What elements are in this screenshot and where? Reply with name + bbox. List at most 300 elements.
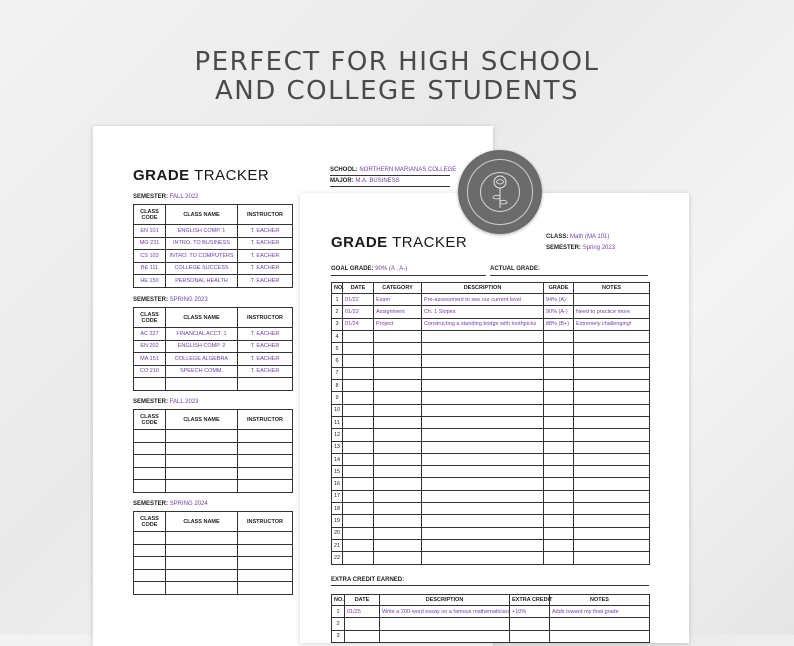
column-header: NOTES xyxy=(550,595,650,606)
class-name-cell xyxy=(166,557,238,570)
row-number: 21 xyxy=(332,539,343,551)
class-code-cell xyxy=(134,557,166,570)
row-number: 4 xyxy=(332,330,343,342)
notes-cell xyxy=(574,552,650,564)
row-number: 18 xyxy=(332,503,343,515)
table-row xyxy=(332,539,650,551)
instructor-cell xyxy=(238,378,293,391)
notes-cell xyxy=(550,630,650,642)
instructor-cell: T. EACHER xyxy=(238,328,293,341)
major-field: MAJOR: M.A. BUSINESS xyxy=(330,178,400,184)
category-cell xyxy=(374,392,422,404)
table-row xyxy=(332,466,650,478)
table-row xyxy=(134,480,293,493)
description-cell xyxy=(422,380,544,392)
category-cell: Exam xyxy=(374,294,422,306)
table-row xyxy=(134,582,293,595)
column-header: CATEGORY xyxy=(374,283,422,294)
semester-table xyxy=(133,511,293,595)
grade-cell xyxy=(544,380,574,392)
category-cell xyxy=(374,355,422,367)
table-row xyxy=(134,442,293,455)
description-cell xyxy=(422,355,544,367)
table-row xyxy=(332,392,650,404)
category-cell xyxy=(374,453,422,465)
class-name-cell: FINANCIAL ACCT. 1 xyxy=(166,328,238,341)
category-cell xyxy=(374,429,422,441)
row-number: 5 xyxy=(332,343,343,355)
column-header: NO. xyxy=(332,283,343,294)
notes-cell xyxy=(574,539,650,551)
table-row xyxy=(332,355,650,367)
actual-grade-field: ACTUAL GRADE: xyxy=(490,266,540,272)
class-name-cell xyxy=(166,582,238,595)
table-row xyxy=(332,404,650,416)
class-name-cell: COLLEGE SUCCESS xyxy=(166,262,238,275)
major-underline xyxy=(330,186,450,187)
class-name-cell: INTRO. TO BUSINESS xyxy=(166,237,238,250)
extra-credit-cell: +10% xyxy=(510,606,550,618)
table-row xyxy=(332,306,650,318)
instructor-cell: T. EACHER xyxy=(238,225,293,238)
category-cell xyxy=(374,515,422,527)
grade-cell xyxy=(544,490,574,502)
table-row xyxy=(134,544,293,557)
class-code-cell xyxy=(134,582,166,595)
row-number: 13 xyxy=(332,441,343,453)
column-header: CLASS NAME xyxy=(166,410,238,430)
instructor-cell: T. EACHER xyxy=(238,275,293,288)
table-row xyxy=(332,294,650,306)
column-header: DATE xyxy=(345,595,380,606)
class-code-cell xyxy=(134,378,166,391)
category-cell xyxy=(374,490,422,502)
notes-cell: Extremely challenging! xyxy=(574,318,650,330)
description-cell xyxy=(422,490,544,502)
column-header: INSTRUCTOR xyxy=(238,308,293,328)
date-cell xyxy=(343,392,374,404)
category-cell xyxy=(374,527,422,539)
table-row xyxy=(332,527,650,539)
row-number: 1 xyxy=(332,294,343,306)
left-sheet-title: GRADE TRACKER xyxy=(133,167,270,184)
right-tracker-sheet xyxy=(300,193,689,643)
column-header: INSTRUCTOR xyxy=(238,410,293,430)
table-row xyxy=(134,557,293,570)
instructor-cell xyxy=(238,442,293,455)
class-name-cell xyxy=(166,430,238,443)
notes-cell: Adds toward my final grade xyxy=(550,606,650,618)
date-cell xyxy=(343,380,374,392)
description-cell xyxy=(422,404,544,416)
description-cell xyxy=(422,503,544,515)
semester-label: SEMESTER: SPRING 2023 xyxy=(133,297,208,303)
notes-cell xyxy=(574,478,650,490)
description-cell xyxy=(422,527,544,539)
instructor-cell: T. EACHER xyxy=(238,353,293,366)
semester-table xyxy=(133,307,293,391)
class-name-cell xyxy=(166,532,238,545)
table-row xyxy=(134,225,293,238)
row-number: 14 xyxy=(332,453,343,465)
class-name-cell xyxy=(166,569,238,582)
notes-cell xyxy=(550,618,650,630)
notes-cell xyxy=(574,490,650,502)
instructor-cell: T. EACHER xyxy=(238,340,293,353)
table-row xyxy=(332,552,650,564)
category-cell xyxy=(374,478,422,490)
column-header: INSTRUCTOR xyxy=(238,512,293,532)
description-cell: Write a 200-word essay on a famous mathematician xyxy=(380,606,510,618)
instructor-cell: T. EACHER xyxy=(238,237,293,250)
instructor-cell xyxy=(238,557,293,570)
class-name-cell xyxy=(166,544,238,557)
table-row xyxy=(134,340,293,353)
class-name-cell xyxy=(166,480,238,493)
grade-cell xyxy=(544,429,574,441)
grade-cell xyxy=(544,392,574,404)
table-row xyxy=(134,250,293,263)
class-code-cell xyxy=(134,569,166,582)
row-number: 2 xyxy=(332,618,345,630)
table-row xyxy=(134,569,293,582)
date-cell xyxy=(343,441,374,453)
date-cell: 01/24 xyxy=(343,318,374,330)
extra-credit-underline xyxy=(331,585,649,586)
rose-icon xyxy=(488,174,512,210)
instructor-cell xyxy=(238,467,293,480)
row-number: 12 xyxy=(332,429,343,441)
description-cell xyxy=(422,330,544,342)
description-cell xyxy=(422,466,544,478)
notes-cell xyxy=(574,503,650,515)
category-cell xyxy=(374,552,422,564)
notes-cell xyxy=(574,416,650,428)
column-header: DESCRIPTION xyxy=(380,595,510,606)
description-cell xyxy=(422,515,544,527)
table-row xyxy=(332,515,650,527)
right-sheet-title: GRADE TRACKER xyxy=(331,234,468,251)
table-row xyxy=(134,353,293,366)
row-number: 22 xyxy=(332,552,343,564)
grade-cell xyxy=(544,355,574,367)
description-cell xyxy=(422,453,544,465)
table-row xyxy=(134,262,293,275)
grade-cell xyxy=(544,515,574,527)
instructor-cell xyxy=(238,455,293,468)
row-number: 16 xyxy=(332,478,343,490)
grade-cell xyxy=(544,503,574,515)
notes-cell xyxy=(574,330,650,342)
column-header: NOTES xyxy=(574,283,650,294)
category-cell xyxy=(374,343,422,355)
semester-table xyxy=(133,204,293,288)
class-code-cell: EN 202 xyxy=(134,340,166,353)
class-code-cell: MA 151 xyxy=(134,353,166,366)
column-header: CLASS CODE xyxy=(134,205,166,225)
class-code-cell: CO 210 xyxy=(134,365,166,378)
class-field: CLASS: Math (MA 101) xyxy=(546,234,610,240)
notes-cell xyxy=(574,294,650,306)
headline-line-1: PERFECT FOR HIGH SCHOOL xyxy=(194,47,600,77)
date-cell xyxy=(343,343,374,355)
semester-label: SEMESTER: SPRING 2024 xyxy=(133,501,208,507)
goal-grade-underline xyxy=(331,275,486,276)
date-cell xyxy=(343,515,374,527)
date-cell: 01/22 xyxy=(343,294,374,306)
description-cell xyxy=(422,367,544,379)
extra-credit-cell xyxy=(510,630,550,642)
table-row xyxy=(134,237,293,250)
description-cell xyxy=(422,416,544,428)
column-header: CLASS CODE xyxy=(134,308,166,328)
grade-table xyxy=(331,282,650,565)
class-name-cell: INTRO. TO COMPUTERS xyxy=(166,250,238,263)
grade-cell xyxy=(544,527,574,539)
notes-cell xyxy=(574,453,650,465)
table-row xyxy=(332,441,650,453)
column-header: EXTRA CREDIT xyxy=(510,595,550,606)
description-cell: Pre-assessment to see our current level xyxy=(422,294,544,306)
table-row xyxy=(332,367,650,379)
description-cell xyxy=(422,392,544,404)
row-number: 3 xyxy=(332,630,345,642)
semester-label: SEMESTER: FALL 2023 xyxy=(133,399,199,405)
school-underline xyxy=(330,175,450,176)
description-cell: Constructing a standing bridge with toothpicks xyxy=(422,318,544,330)
grade-cell xyxy=(544,441,574,453)
grade-cell xyxy=(544,539,574,551)
notes-cell xyxy=(574,515,650,527)
extra-credit-cell xyxy=(510,618,550,630)
class-name-cell: COLLEGE ALGEBRA xyxy=(166,353,238,366)
date-cell: 01/25 xyxy=(345,606,380,618)
row-number: 7 xyxy=(332,367,343,379)
table-row xyxy=(332,330,650,342)
notes-cell xyxy=(574,429,650,441)
category-cell: Assignment xyxy=(374,306,422,318)
table-row xyxy=(332,618,650,630)
grade-cell: 90% (A-) xyxy=(544,306,574,318)
date-cell xyxy=(343,429,374,441)
class-name-cell xyxy=(166,378,238,391)
table-row xyxy=(332,380,650,392)
description-cell xyxy=(380,618,510,630)
extra-credit-label: EXTRA CREDIT EARNED: xyxy=(331,577,405,583)
row-number: 8 xyxy=(332,380,343,392)
table-row xyxy=(332,416,650,428)
class-code-cell: MG 231 xyxy=(134,237,166,250)
row-number: 17 xyxy=(332,490,343,502)
class-code-cell xyxy=(134,430,166,443)
semester-table xyxy=(133,409,293,493)
row-number: 2 xyxy=(332,306,343,318)
notes-cell xyxy=(574,367,650,379)
extra-credit-table xyxy=(331,594,650,643)
school-field: SCHOOL: NORTHERN MARIANAS COLLEGE xyxy=(330,167,457,173)
headline-line-2: AND COLLEGE STUDENTS xyxy=(214,76,580,106)
class-code-cell xyxy=(134,532,166,545)
row-number: 20 xyxy=(332,527,343,539)
category-cell xyxy=(374,466,422,478)
column-header: CLASS NAME xyxy=(166,512,238,532)
category-cell: Project xyxy=(374,318,422,330)
instructor-cell xyxy=(238,544,293,557)
grade-cell xyxy=(544,416,574,428)
table-row xyxy=(134,467,293,480)
table-row xyxy=(332,490,650,502)
table-row xyxy=(332,606,650,618)
table-row xyxy=(134,275,293,288)
row-number: 9 xyxy=(332,392,343,404)
brand-seal xyxy=(458,150,542,234)
grade-cell xyxy=(544,330,574,342)
row-number: 1 xyxy=(332,606,345,618)
column-header: CLASS NAME xyxy=(166,205,238,225)
instructor-cell xyxy=(238,582,293,595)
date-cell xyxy=(343,355,374,367)
row-number: 19 xyxy=(332,515,343,527)
grade-cell xyxy=(544,552,574,564)
class-code-cell xyxy=(134,455,166,468)
goal-grade-field: GOAL GRADE: 90% (A , A-) xyxy=(331,266,408,272)
column-header: CLASS CODE xyxy=(134,512,166,532)
date-cell xyxy=(345,630,380,642)
date-cell xyxy=(343,478,374,490)
grade-cell xyxy=(544,367,574,379)
column-header: NO. xyxy=(332,595,345,606)
class-code-cell xyxy=(134,480,166,493)
grade-cell xyxy=(544,453,574,465)
date-cell xyxy=(343,404,374,416)
class-name-cell: PERSONAL HEALTH xyxy=(166,275,238,288)
class-code-cell: EN 101 xyxy=(134,225,166,238)
table-row xyxy=(134,532,293,545)
instructor-cell xyxy=(238,430,293,443)
table-row xyxy=(332,453,650,465)
category-cell xyxy=(374,503,422,515)
notes-cell xyxy=(574,466,650,478)
description-cell xyxy=(422,552,544,564)
description-cell xyxy=(422,343,544,355)
instructor-cell: T. EACHER xyxy=(238,250,293,263)
date-cell xyxy=(343,503,374,515)
description-cell: Ch. 1 Slopes xyxy=(422,306,544,318)
class-code-cell xyxy=(134,442,166,455)
date-cell xyxy=(343,367,374,379)
table-row xyxy=(332,429,650,441)
class-code-cell: CS 103 xyxy=(134,250,166,263)
row-number: 11 xyxy=(332,416,343,428)
instructor-cell: T. EACHER xyxy=(238,262,293,275)
notes-cell xyxy=(574,527,650,539)
notes-cell xyxy=(574,392,650,404)
notes-cell xyxy=(574,380,650,392)
column-header: CLASS CODE xyxy=(134,410,166,430)
notes-cell xyxy=(574,343,650,355)
column-header: CLASS NAME xyxy=(166,308,238,328)
class-code-cell: AC 227 xyxy=(134,328,166,341)
class-name-cell xyxy=(166,442,238,455)
class-code-cell: BE 111 xyxy=(134,262,166,275)
date-cell xyxy=(343,330,374,342)
category-cell xyxy=(374,367,422,379)
notes-cell xyxy=(574,441,650,453)
instructor-cell xyxy=(238,532,293,545)
column-header: DATE xyxy=(343,283,374,294)
grade-cell: 94% (A) xyxy=(544,294,574,306)
notes-cell xyxy=(574,404,650,416)
class-code-cell xyxy=(134,544,166,557)
table-row xyxy=(134,365,293,378)
category-cell xyxy=(374,441,422,453)
category-cell xyxy=(374,416,422,428)
date-cell xyxy=(345,618,380,630)
date-cell xyxy=(343,490,374,502)
date-cell xyxy=(343,539,374,551)
semester-field: SEMESTER: Spring 2023 xyxy=(546,245,616,251)
row-number: 15 xyxy=(332,466,343,478)
description-cell xyxy=(422,429,544,441)
date-cell xyxy=(343,552,374,564)
description-cell xyxy=(422,478,544,490)
table-row xyxy=(332,503,650,515)
table-row xyxy=(134,328,293,341)
instructor-cell xyxy=(238,480,293,493)
category-cell xyxy=(374,380,422,392)
class-name-cell: ENGLISH COMP. 1 xyxy=(166,225,238,238)
table-row xyxy=(134,455,293,468)
description-cell xyxy=(422,441,544,453)
class-code-cell: HE 150 xyxy=(134,275,166,288)
class-code-cell xyxy=(134,467,166,480)
grade-cell xyxy=(544,404,574,416)
table-row xyxy=(134,378,293,391)
actual-grade-underline xyxy=(490,275,648,276)
class-name-cell xyxy=(166,455,238,468)
column-header: DESCRIPTION xyxy=(422,283,544,294)
row-number: 6 xyxy=(332,355,343,367)
table-row xyxy=(332,343,650,355)
grade-cell xyxy=(544,478,574,490)
instructor-cell xyxy=(238,569,293,582)
column-header: INSTRUCTOR xyxy=(238,205,293,225)
grade-cell xyxy=(544,466,574,478)
class-name-cell: ENGLISH COMP. 2 xyxy=(166,340,238,353)
description-cell xyxy=(380,630,510,642)
grade-cell: 88% (B+) xyxy=(544,318,574,330)
category-cell xyxy=(374,539,422,551)
date-cell xyxy=(343,453,374,465)
table-row xyxy=(332,478,650,490)
grade-cell xyxy=(544,343,574,355)
instructor-cell: T. EACHER xyxy=(238,365,293,378)
notes-cell xyxy=(574,355,650,367)
row-number: 10 xyxy=(332,404,343,416)
date-cell xyxy=(343,466,374,478)
date-cell: 01/22 xyxy=(343,306,374,318)
description-cell xyxy=(422,539,544,551)
category-cell xyxy=(374,330,422,342)
column-header: GRADE xyxy=(544,283,574,294)
date-cell xyxy=(343,416,374,428)
table-row xyxy=(332,630,650,642)
row-number: 3 xyxy=(332,318,343,330)
date-cell xyxy=(343,527,374,539)
semester-label: SEMESTER: FALL 2022 xyxy=(133,194,199,200)
category-cell xyxy=(374,404,422,416)
notes-cell: Need to practice more xyxy=(574,306,650,318)
